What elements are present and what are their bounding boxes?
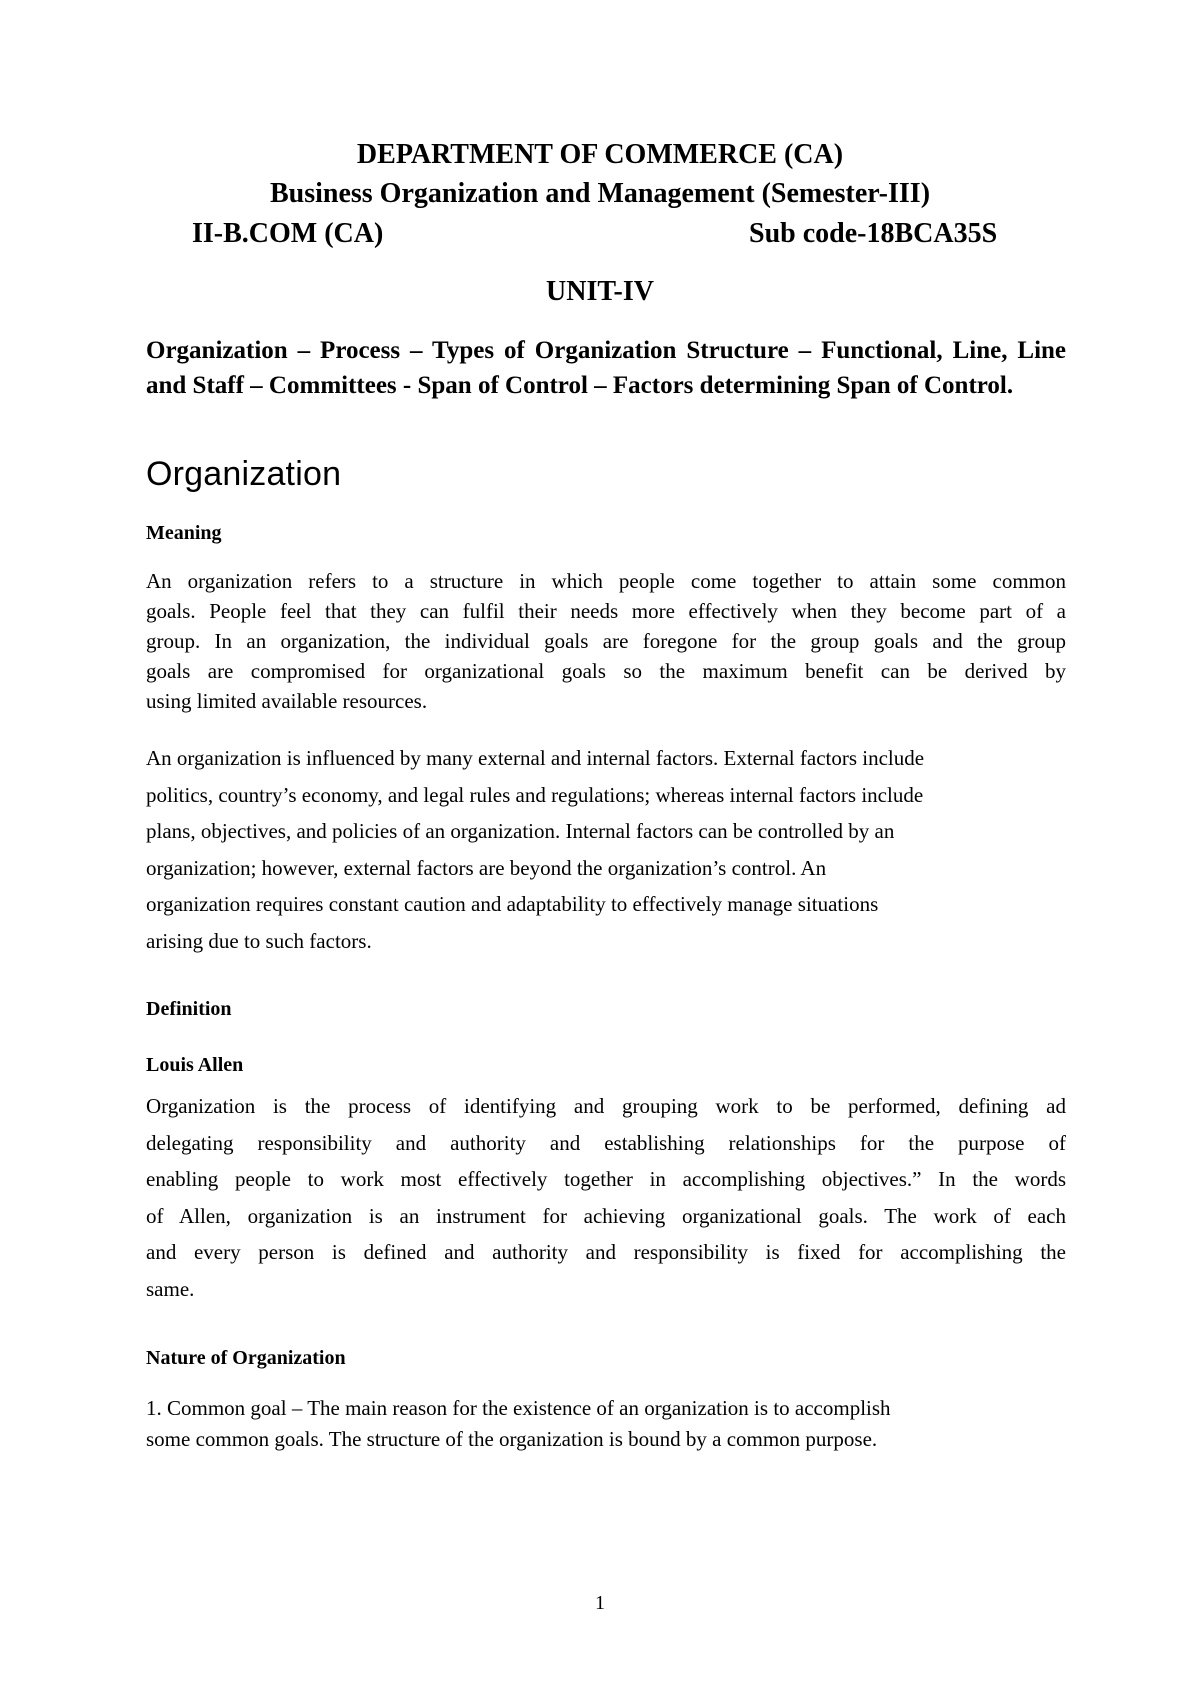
definition-paragraph [146,1088,1066,1308]
paragraph-line: some common goals. The structure of the organization is bound by a common purpose. [146,1427,878,1451]
meaning-paragraph-2 [146,740,1066,960]
paragraph-line: group. In an organization, the individual goals are foregone for the group goals and the group [146,629,1066,653]
paragraph-line: politics, country’s economy, and legal rules and regulations; whereas internal factors include [146,782,924,807]
page-number: 1 [595,1592,605,1614]
topics-line: Span of Control. [836,372,1014,399]
unit-topics [146,333,1066,403]
paragraph-line: goals. People feel that they can fulfil their needs more effectively when they become part of a [146,599,1066,623]
sub-code-label: Sub code-18BCA35S [749,218,998,249]
paragraph-line: organization requires constant caution and adaptability to effectively manage situations [146,892,879,917]
paragraph-line: delegating responsibility and authority and establishing relationships for the purpose of [146,1130,1066,1155]
nature-heading: Nature of Organization [146,1347,346,1369]
paragraph-line: of Allen, organization is an instrument for achieving organizational goals. The work of each [146,1203,1066,1228]
class-label: II-B.COM (CA) [192,218,384,249]
paragraph-line: An organization refers to a structure in which people come together to attain some common [146,569,1066,593]
topics-line: Line, Line and Staff – Committees - Span of Control – Factors determining [146,337,1067,399]
paragraph-line: and every person is defined and authority and responsibility is fixed for accomplishing the [146,1240,1066,1265]
course-heading: Business Organization and Management (Semester-III) [269,178,931,209]
paragraph-line: goals are compromised for organizational goals so the maximum benefit can be derived by [146,659,1066,683]
paragraph-line: using limited available resources. [146,689,428,713]
meaning-paragraph-1 [146,566,1066,716]
paragraph-line: An organization is influenced by many external and internal factors. External factors include [146,746,925,770]
paragraph-line: 1. Common goal – The main reason for the existence of an organization is to accomplish [146,1396,891,1420]
paragraph-line: organization; however, external factors are beyond the organization’s control. An [146,855,827,880]
meaning-heading: Meaning [146,522,222,544]
paragraph-line: Organization is the process of identifying and grouping work to be performed, defining ad [146,1094,1066,1118]
nature-paragraph [146,1393,1066,1455]
definition-author: Louis Allen [146,1054,244,1076]
unit-heading: UNIT-IV [546,276,654,307]
section-title: Organization [146,455,342,493]
definition-heading: Definition [146,998,232,1020]
paragraph-line: enabling people to work most effectively together in accomplishing objectives.” In the words [146,1167,1066,1192]
department-heading: DEPARTMENT OF COMMERCE (CA) [356,139,844,170]
topics-line: Organization – Process – Types of Organization Structure – Functional, [146,337,943,364]
paragraph-line: arising due to such factors. [146,928,372,953]
paragraph-line: same. [146,1276,195,1301]
paragraph-line: plans, objectives, and policies of an organization. Internal factors can be controlled by an [146,819,895,844]
